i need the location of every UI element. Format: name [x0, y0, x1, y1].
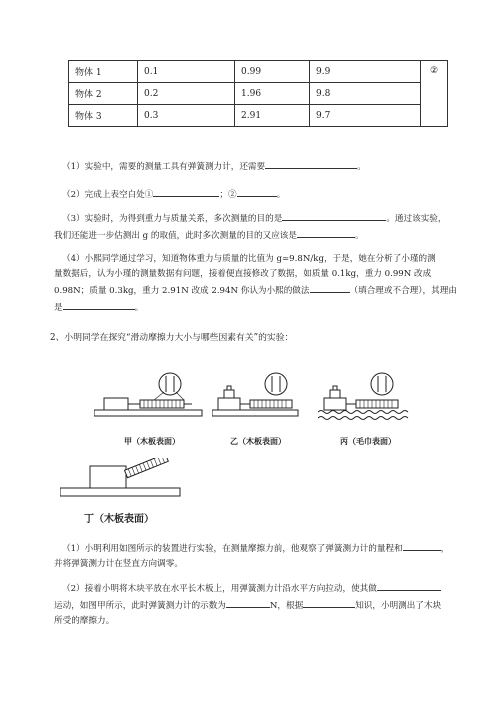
answer-blank[interactable] — [237, 186, 277, 197]
table-cell: 物体 1 — [69, 61, 138, 83]
p1-text: （1）小明利用如图所示的装置进行实验，在测量摩擦力前，他观察了弹簧测力计的量程和 — [62, 544, 403, 554]
table-row — [69, 61, 448, 83]
q1-text: （1）实验中，需要的测量工具有弹簧测力计，还需要 — [62, 162, 266, 172]
answer-blank[interactable] — [282, 210, 386, 221]
answer-blank[interactable] — [310, 282, 350, 293]
answer-blank[interactable] — [303, 597, 355, 608]
measurement-table — [68, 60, 448, 127]
table-cell: 0.2 — [138, 83, 235, 105]
caption-ding: 丁（木板表面） — [84, 514, 154, 525]
q4-text: （4）小熙同学通过学习，知道物体重力与质量的比值为 g=9.8N/kg，于是，她在分析了小瑾的测 — [62, 254, 436, 264]
part-1 — [54, 540, 450, 572]
q2-text: （2）完成上表空白处① — [62, 190, 154, 200]
caption-yi: 乙（木板表面） — [230, 437, 286, 446]
figure-bing — [318, 372, 410, 428]
question-2 — [62, 186, 285, 203]
q3-text: 我们还能进一步估测出 g 的取值，此时多次测量的目的又应该是 — [54, 231, 297, 241]
table-cell: 1.96 — [235, 83, 310, 105]
q4-end: 。 — [134, 303, 144, 313]
q4-text: 是 — [54, 303, 63, 313]
table-cell: 9.8 — [310, 83, 421, 105]
merged-cell: ② — [421, 61, 448, 127]
table-cell: 9.9 — [310, 61, 421, 83]
q2-mid: ；② — [219, 190, 237, 200]
p1-text: ， — [440, 544, 450, 554]
answer-blank[interactable] — [297, 227, 355, 238]
question-4 — [54, 252, 465, 316]
p2-text: 运动，如图甲所示，此时弹簧测力计的示数为 — [54, 601, 226, 611]
answer-blank[interactable] — [403, 540, 441, 551]
p2-text: （2）接着小明将木块平放在水平长木板上，用弹簧测力计沿水平方向拉动，使其做 — [62, 584, 377, 594]
p1-text: 并将弹簧测力计在竖直方向调零。 — [54, 559, 183, 569]
q3-text: （3）实验时，为得到重力与质量关系，多次测量的目的是 — [62, 214, 283, 224]
p2-text: 知识，小明测出了木块 — [355, 601, 442, 611]
table-cell: 0.1 — [138, 61, 235, 83]
figure-ding — [60, 458, 190, 504]
answer-blank[interactable] — [63, 299, 135, 310]
table-row — [69, 83, 448, 105]
table-cell: 物体 2 — [69, 83, 138, 105]
answer-blank[interactable] — [226, 597, 270, 608]
question-1 — [62, 158, 366, 175]
caption-jia: 甲（木板表面） — [124, 437, 180, 446]
q3-text: 。通过该实验， — [386, 214, 447, 224]
table-row — [69, 105, 448, 127]
table-cell: 物体 3 — [69, 105, 138, 127]
figure-jia — [94, 372, 204, 424]
caption-bing: 丙（毛巾表面） — [340, 437, 396, 446]
table-cell: 0.3 — [138, 105, 235, 127]
q1-end: 。 — [357, 162, 366, 172]
figure-yi — [212, 372, 302, 424]
q4-text: 量数据后，认为小瑾的测量数据有问题，接着便直接修改了数据，如质量 0.1kg，重力 0.99N 改成 — [54, 269, 432, 279]
answer-blank[interactable] — [377, 580, 441, 591]
q3-end: 。 — [355, 231, 364, 241]
q2-end: 。 — [276, 190, 286, 200]
question-3 — [54, 210, 447, 244]
table-cell: 9.7 — [310, 105, 421, 127]
q4-text: （填合理或不合理），其理由 — [349, 286, 457, 296]
p2-text: N，根据 — [269, 601, 304, 611]
q4-text: 0.98N；质量 0.3kg，重力 2.91N 改成 2.94N 你认为小熙的做法 — [54, 286, 310, 296]
table-cell: 2.91 — [235, 105, 310, 127]
answer-blank[interactable] — [153, 186, 219, 197]
table-cell: 0.99 — [235, 61, 310, 83]
section-2-heading: 2、小明同学在探究“滑动摩擦力大小与哪些因素有关”的实验： — [50, 333, 294, 343]
answer-blank[interactable] — [265, 158, 357, 169]
part-2 — [54, 580, 449, 629]
p2-text: 所受的摩擦力。 — [54, 616, 115, 626]
